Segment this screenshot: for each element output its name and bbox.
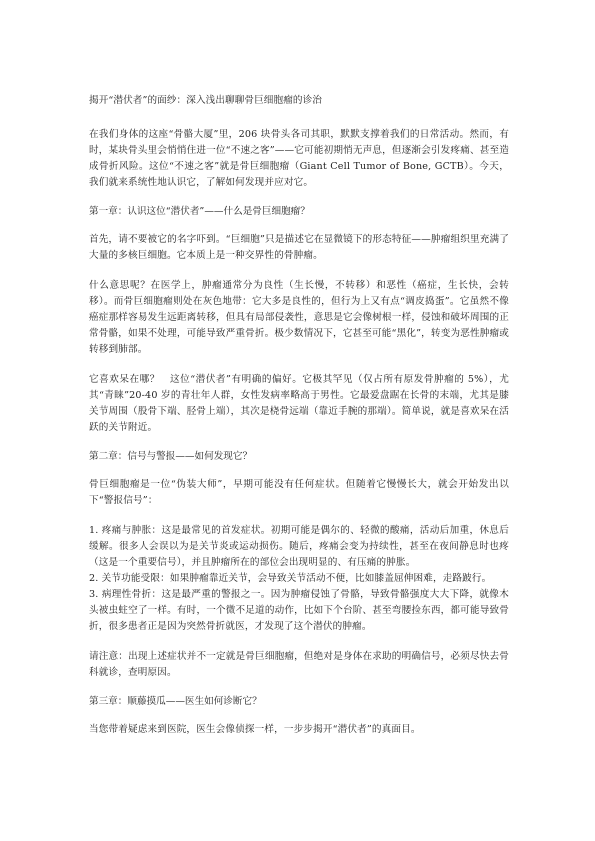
chapter-1-paragraph-1: 首先，请不要被它的名字吓到。“巨细胞”只是描述它在显微镜下的形态特征——肿瘤组织里充满了大量的多核巨细胞。它本质上是一种交界性的骨肿瘤。: [89, 234, 509, 261]
list-item: 2. 关节功能受限：如果肿瘤靠近关节，会导致关节活动不便，比如膝盖屈伸困难，走路跛行。: [89, 573, 492, 584]
chapter-3-heading: 第三章：顺藤摸瓜——医生如何诊断它？: [89, 696, 262, 707]
chapter-2-paragraph-1: 骨巨细胞瘤是一位“伪装大师”，早期可能没有任何症状。但随着它慢慢长大，就会开始发出以下“警报信号”：: [89, 479, 509, 506]
list-item: 1. 疼痛与肿胀：这是最常见的首发症状。初期可能是偶尔的、轻微的酸痛，活动后加重，休息后缓解。很多人会误以为是关节炎或运动损伤。随后，疼痛会变为持续性，甚至在夜间静息时也疼（这是一个重要信号），并且肿瘤所在的部位会出现明显的、有压痛的肿胀。: [89, 525, 509, 568]
document-title: 揭开“潜伏者”的面纱：深入浅出聊聊骨巨细胞瘤的诊治: [89, 95, 322, 106]
chapter-1-heading: 第一章：认识这位“潜伏者”——什么是骨巨细胞瘤？: [89, 206, 310, 217]
warning-signals-list: [89, 523, 509, 635]
intro-paragraph: 在我们身体的这座“骨骼大厦”里，206 块骨头各司其职，默默支撑着我们的日常活动。然而，有时，某块骨头里会悄悄住进一位“不速之客”——它可能初期悄无声息，但逐渐会引发疼痛、甚至造成骨折风险。这位“不速之客”就是骨巨细胞瘤（Giant Cell Tumor of Bone, GCTB）。今天，我们就来系统性地认识它，了解如何发现并应对它。: [89, 129, 509, 188]
document-page: [89, 94, 509, 752]
chapter-1-paragraph-2: 什么意思呢？在医学上，肿瘤通常分为良性（生长慢，不转移）和恶性（癌症，生长快，会转移）。而骨巨细胞瘤则处在灰色地带：它大多是良性的，但行为上又有点“调皮捣蛋”。它虽然不像癌症那样容易发生远距离转移，但具有局部侵袭性，意思是它会像树根一样，侵蚀和破坏周围的正常骨骼，如果不处理，可能导致严重骨折。极少数情况下，它甚至可能“黑化”，转变为恶性肿瘤或转移到肺部。: [89, 280, 509, 355]
chapter-2-note: 请注意：出现上述症状并不一定就是骨巨细胞瘤，但绝对是身体在求助的明确信号，必须尽快去骨科就诊，查明原因。: [89, 651, 509, 678]
chapter-1-paragraph-3: 它喜欢呆在哪？ 这位“潜伏者”有明确的偏好。它极其罕见（仅占所有原发骨肿瘤的 5%），尤其“青睐”20-40 岁的青壮年人群，女性发病率略高于男性。它最爱盘踞在长骨的末端，尤其是膝关节周围（股骨下端、胫骨上端），其次是桡骨远端（靠近手腕的那端）。简单说，就是喜欢呆在活跃的关节附近。: [89, 374, 509, 433]
list-item: 3. 病理性骨折：这是最严重的警报之一。因为肿瘤侵蚀了骨骼，导致骨骼强度大大下降，就像木头被虫蛀空了一样。有时，一个微不足道的动作，比如下个台阶、甚至弯腰捡东西，都可能导致骨折，很多患者正是因为突然骨折就医，才发现了这个潜伏的肿瘤。: [89, 589, 509, 632]
chapter-3-paragraph-1: 当您带着疑虑来到医院，医生会像侦探一样，一步步揭开“潜伏者”的真面目。: [89, 724, 421, 735]
chapter-2-heading: 第二章：信号与警报——如何发现它？: [89, 451, 253, 462]
